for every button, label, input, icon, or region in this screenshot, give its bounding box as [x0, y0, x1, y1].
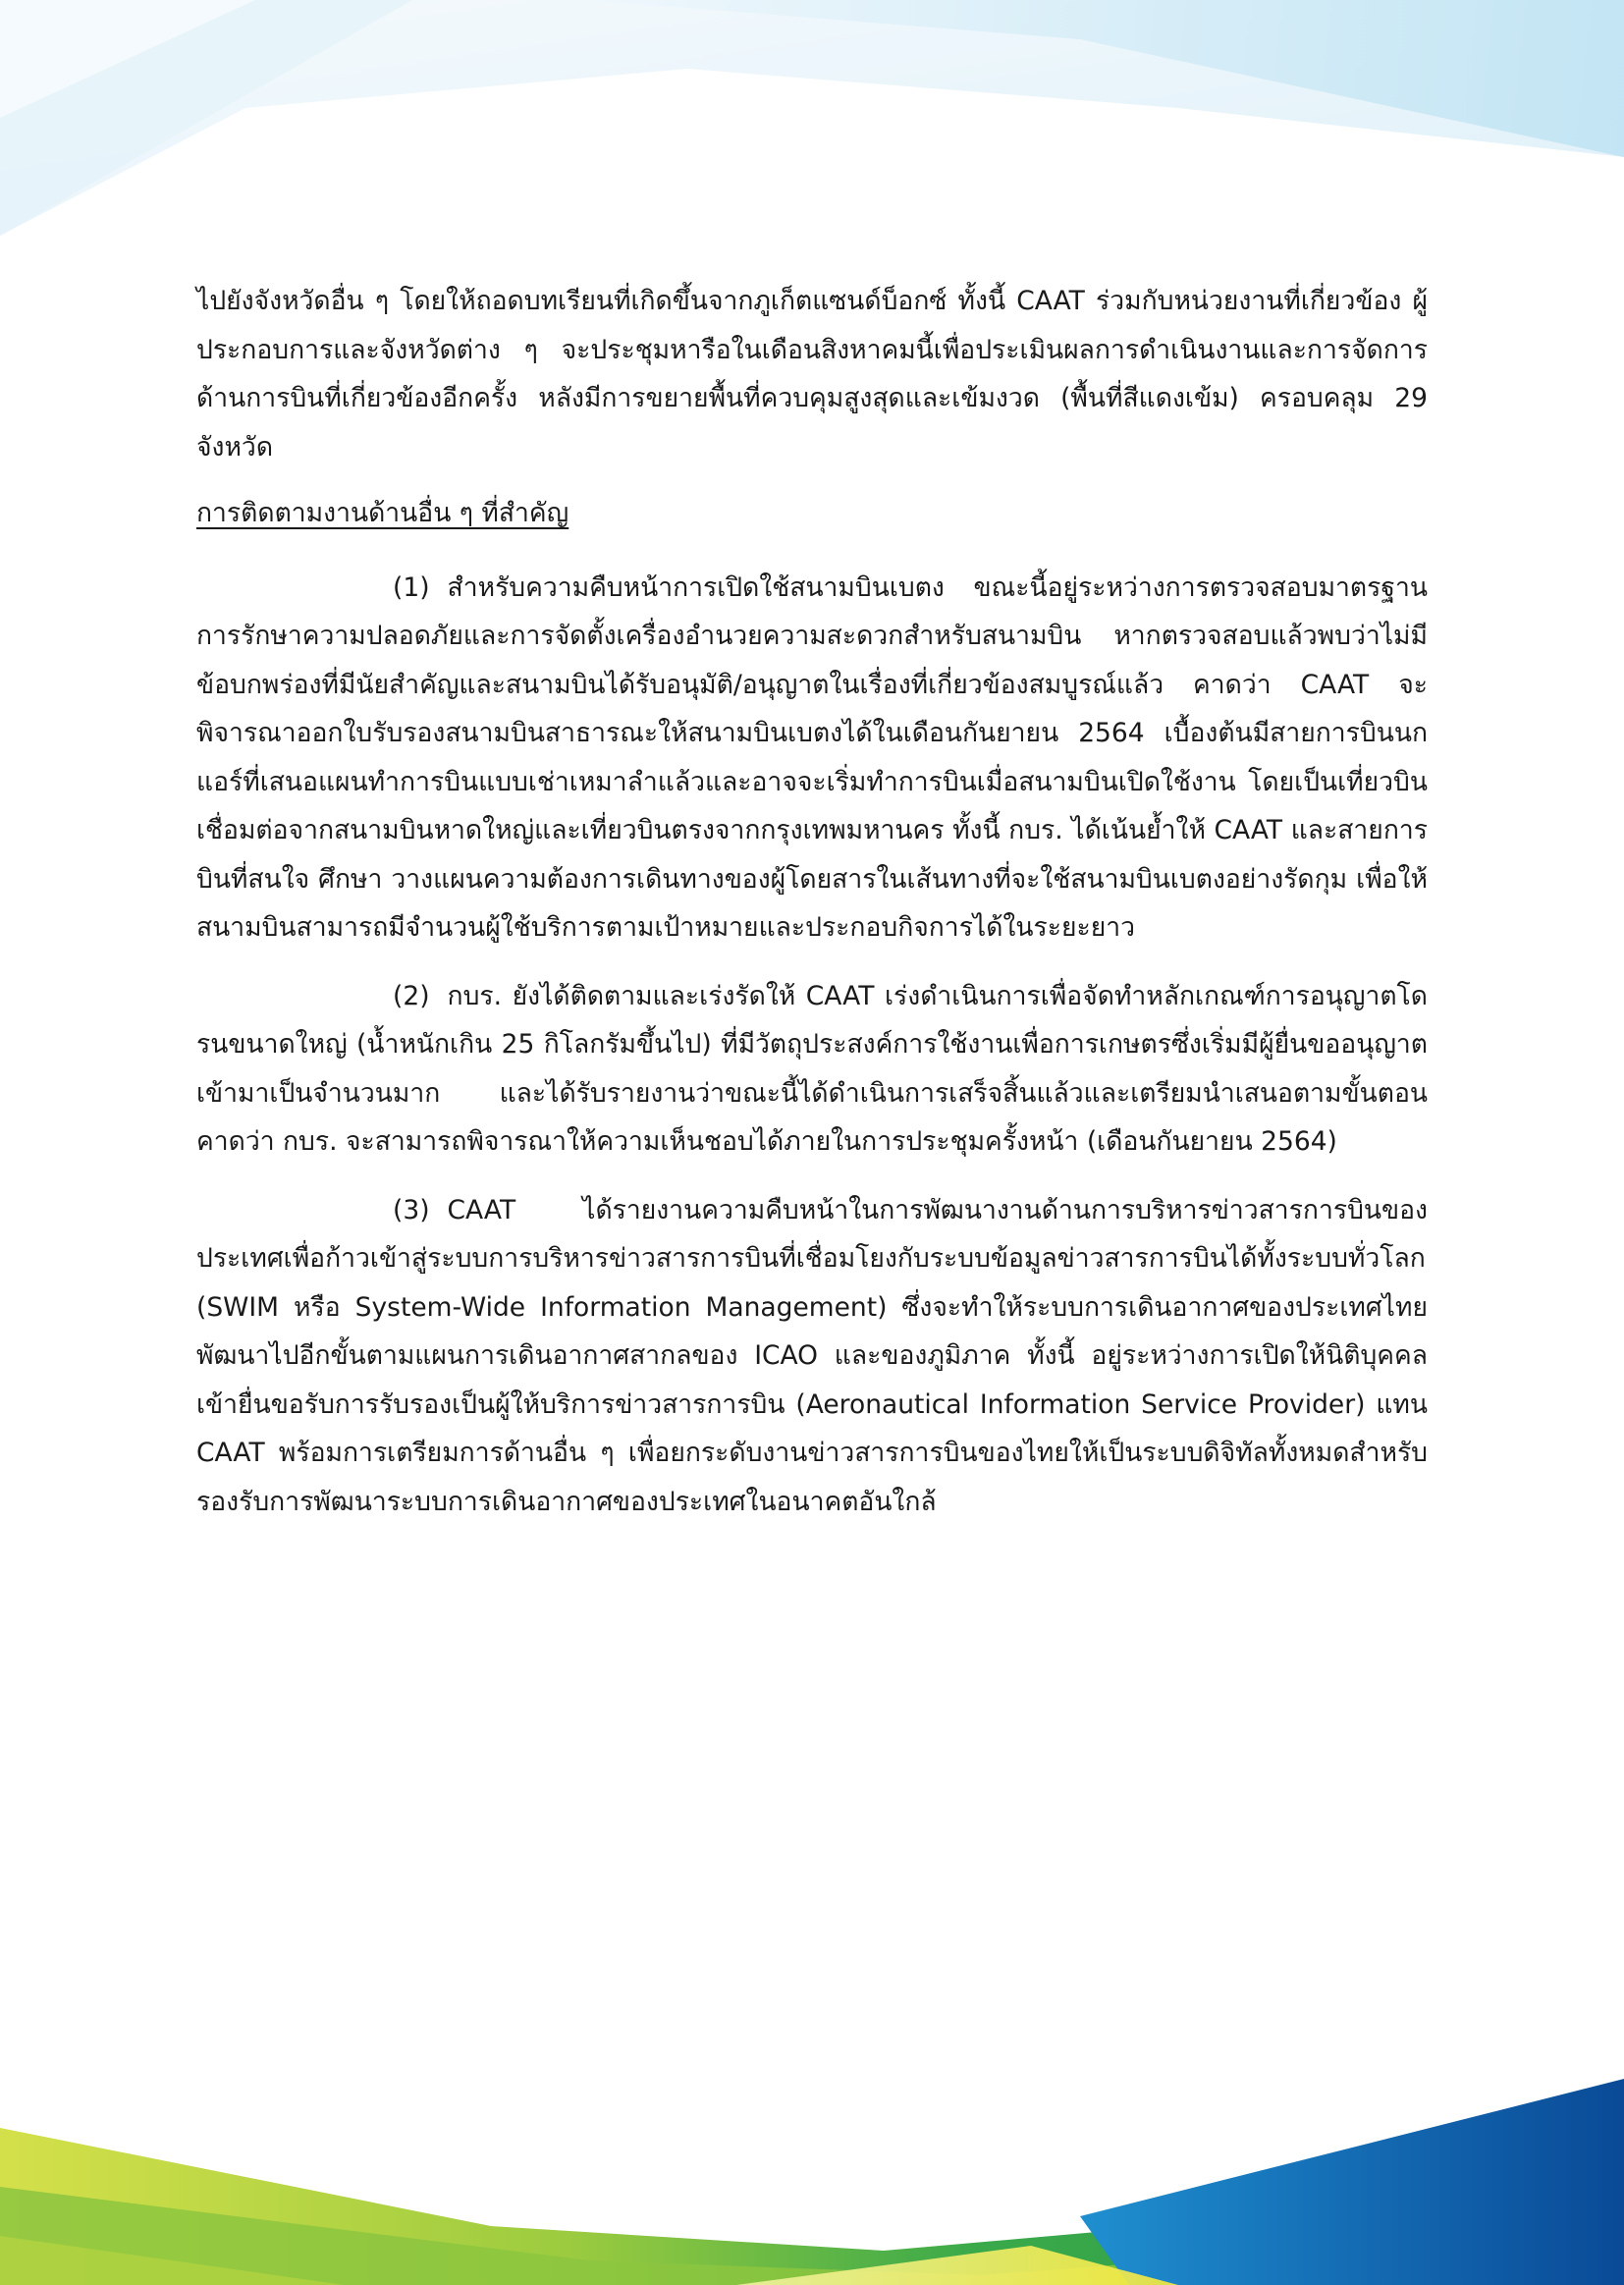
section-heading: การติดตามงานด้านอื่น ๆ ที่สำคัญ: [196, 498, 569, 528]
item-number: (2): [393, 980, 430, 1011]
document-body: [196, 277, 1428, 1526]
item-text: กบร. ยังได้ติดตามและเร่งรัดให้ CAAT เร่งดำเนินการเพื่อจัดทำหลักเกณฑ์การอนุญาตโดรนขนาดใหญ่ (น้ำหนักเกิน 25 กิโลกรัมขึ้นไป) ที่มีวัตถุประสงค์การใช้งานเพื่อการเกษตรซึ่งเริ่มมีผู้ยื่นขออนุญาตเข้ามาเป็นจำนวนมาก และได้รับรายงานว่าขณะนี้ได้ดำเนินการเสร็จสิ้นแล้วและเตรียมนำเสนอตามขั้นตอน คาดว่า กบร. จะสามารถพิจารณาให้ความเห็นชอบได้ภายในการประชุมครั้งหน้า (เดือนกันยายน 2564): [196, 980, 1428, 1157]
item-text: CAAT ได้รายงานความคืบหน้าในการพัฒนางานด้านการบริหารข่าวสารการบินของประเทศเพื่อก้าวเข้าสู่ระบบการบริหารข่าวสารการบินที่เชื่อมโยงกับระบบข้อมูลข่าวสารการบินได้ทั้งระบบทั่วโลก (SWIM หรือ System-Wide Information Management) ซึ่งจะทำให้ระบบการเดินอากาศของประเทศไทยพัฒนาไปอีกขั้นตามแผนการเดินอากาศสากลของ ICAO และของภูมิภาค ทั้งนี้ อยู่ระหว่างการเปิดให้นิติบุคคลเข้ายื่นขอรับการรับรองเป็นผู้ให้บริการข่าวสารการบิน (Aeronautical Information Service Provider) แทน CAAT พร้อมการเตรียมการด้านอื่น ๆ เพื่อยกระดับงานข่าวสารการบินของไทยให้เป็นระบบดิจิทัลทั้งหมดสำหรับรองรับการพัฒนาระบบการเดินอากาศของประเทศในอนาคตอันใกล้: [196, 1194, 1428, 1517]
list-item-2: [196, 972, 1428, 1167]
list-item-3: [196, 1186, 1428, 1527]
footer-wave-decoration: [0, 2079, 1624, 2285]
item-number: (1): [393, 571, 430, 603]
header-wave-decoration: [0, 0, 1624, 255]
item-number: (3): [393, 1194, 430, 1225]
item-text: สำหรับความคืบหน้าการเปิดใช้สนามบินเบตง ขณะนี้อยู่ระหว่างการตรวจสอบมาตรฐานการรักษาความปลอดภัยและการจัดตั้งเครื่องอำนวยความสะดวกสำหรับสนามบิน หากตรวจสอบแล้วพบว่าไม่มีข้อบกพร่องที่มีนัยสำคัญและสนามบินได้รับอนุมัติ/อนุญาตในเรื่องที่เกี่ยวข้องสมบูรณ์แล้ว คาดว่า CAAT จะพิจารณาออกใบรับรองสนามบินสาธารณะให้สนามบินเบตงได้ในเดือนกันยายน 2564 เบื้องต้นมีสายการบินนกแอร์ที่เสนอแผนทำการบินแบบเช่าเหมาลำแล้วและอาจจะเริ่มทำการบินเมื่อสนามบินเปิดใช้งาน โดยเป็นเที่ยวบินเชื่อมต่อจากสนามบินหาดใหญ่และเที่ยวบินตรงจากกรุงเทพมหานคร ทั้งนี้ กบร. ได้เน้นย้ำให้ CAAT และสายการบินที่สนใจ ศึกษา วางแผนความต้องการเดินทางของผู้โดยสารในเส้นทางที่จะใช้สนามบินเบตงอย่างรัดกุม เพื่อให้สนามบินสามารถมีจำนวนผู้ใช้บริการตามเป้าหมายและประกอบกิจการได้ในระยะยาว: [196, 571, 1428, 943]
intro-paragraph: ไปยังจังหวัดอื่น ๆ โดยให้ถอดบทเรียนที่เกิดขึ้นจากภูเก็ตแซนด์บ็อกซ์ ทั้งนี้ CAAT ร่วมกับหน่วยงานที่เกี่ยวข้อง ผู้ประกอบการและจังหวัดต่าง ๆ จะประชุมหารือในเดือนสิงหาคมนี้เพื่อประเมินผลการดำเนินงานและการจัดการด้านการบินที่เกี่ยวข้องอีกครั้ง หลังมีการขยายพื้นที่ควบคุมสูงสุดและเข้มงวด (พื้นที่สีแดงเข้ม) ครอบคลุม 29 จังหวัด: [196, 286, 1428, 462]
list-item-1: [196, 564, 1428, 952]
